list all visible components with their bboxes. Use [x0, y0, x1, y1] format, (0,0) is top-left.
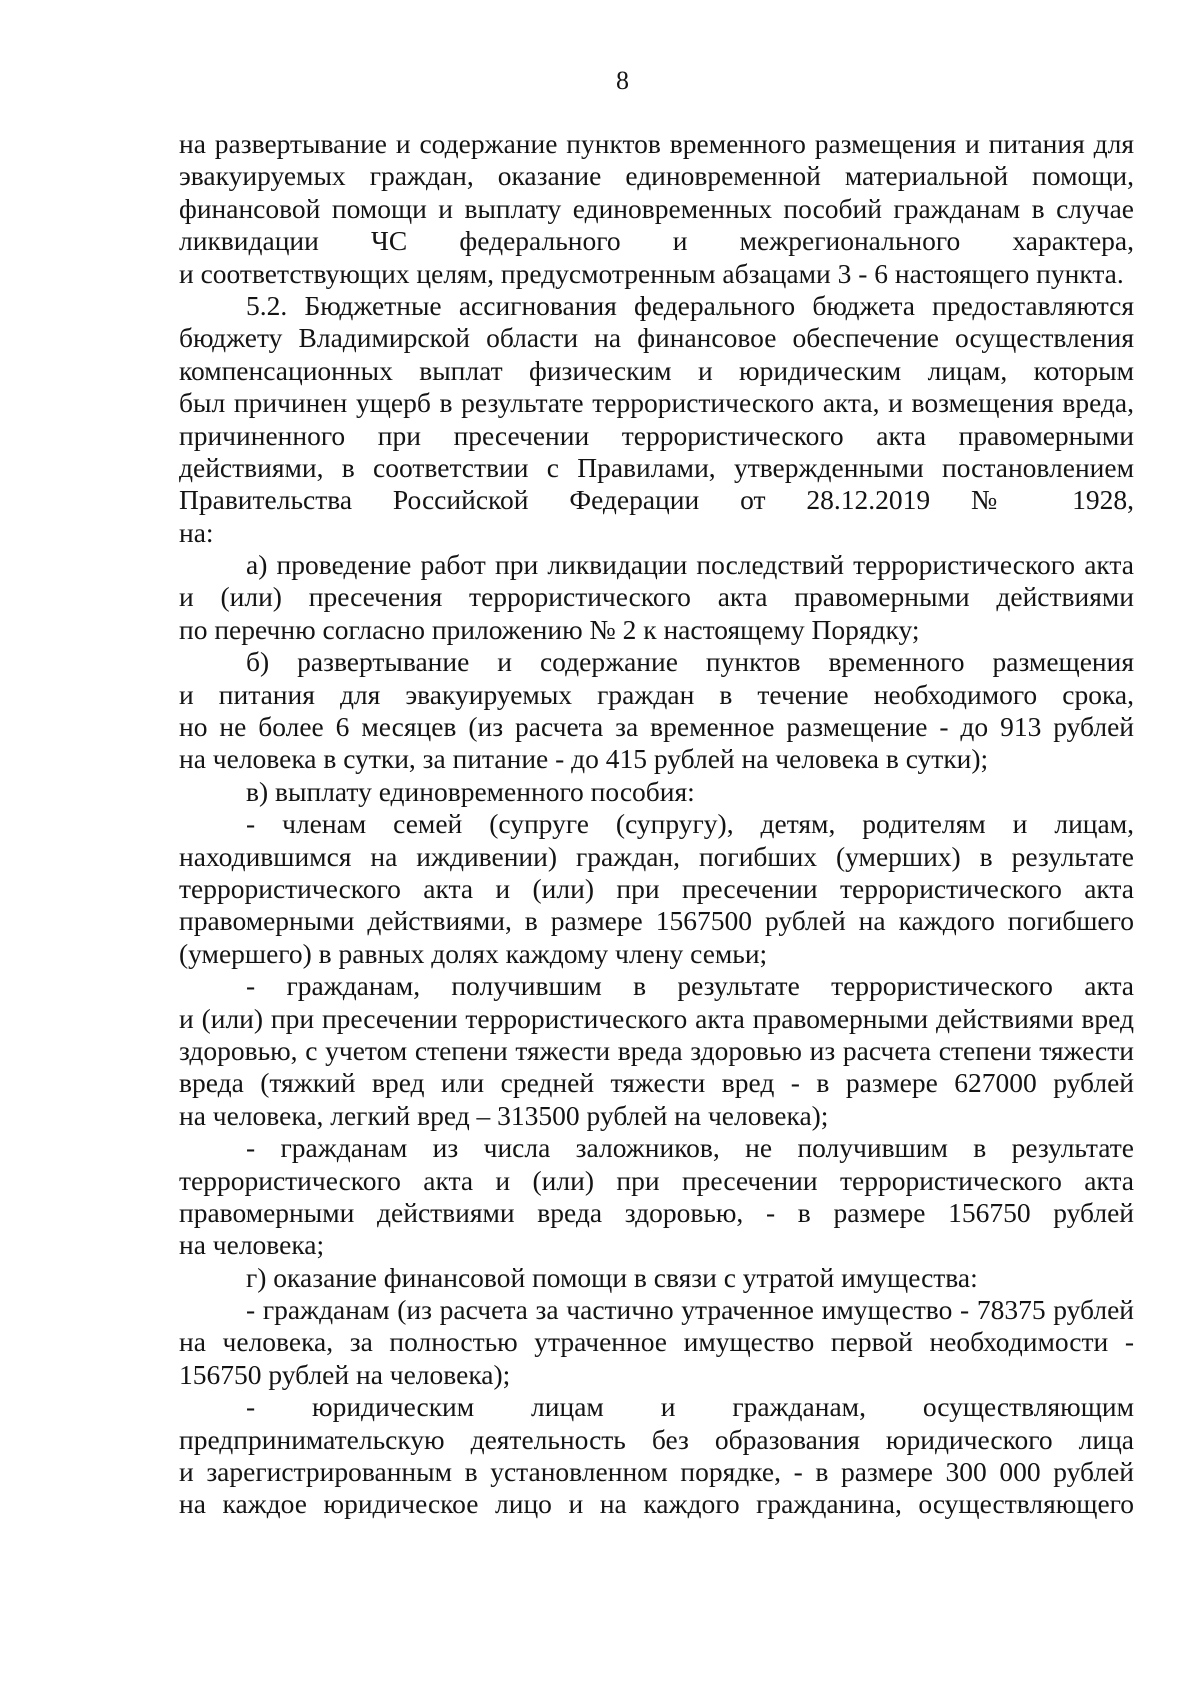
- text-line: вреда (тяжкий вред или средней тяжести вред - в размере 627000 рублей: [179, 1067, 1134, 1099]
- text-line: на развертывание и содержание пунктов временного размещения и питания для: [179, 128, 1134, 159]
- text-line: правомерными действиями вреда здоровью, - в размере 156750 рублей: [179, 1196, 1134, 1228]
- text-line: 156750 рублей на человека);: [179, 1358, 511, 1390]
- text-line: финансовой помощи и выплату единовременных пособий гражданам в случае: [179, 192, 1134, 224]
- text-line: бюджету Владимирской области на финансовое обеспечение осуществления: [179, 322, 1134, 354]
- text-line: на:: [179, 516, 214, 548]
- text-line: ликвидации ЧС федерального и межрегионального характера,: [179, 225, 1134, 257]
- document-body: [179, 128, 1134, 1521]
- text-line: террористического акта и (или) при пресечении террористического акта: [179, 872, 1134, 904]
- text-line: на каждое юридическое лицо и на каждого гражданина, осуществляющего: [179, 1488, 1134, 1520]
- text-line: в) выплату единовременного пособия:: [246, 775, 695, 807]
- page-number: 8: [616, 66, 629, 95]
- text-line: здоровью, с учетом степени тяжести вреда здоровью из расчета степени тяжести: [179, 1034, 1134, 1066]
- text-line: эвакуируемых граждан, оказание единовременной материальной помощи,: [179, 160, 1134, 192]
- text-line: но не более 6 месяцев (из расчета за временное размещение - до 913 рублей: [179, 711, 1134, 743]
- text-line: и соответствующих целям, предусмотренным абзацами 3 - 6 настоящего пункта.: [179, 257, 1124, 289]
- text-line: находившимся на иждивении) граждан, погибших (умерших) в результате: [179, 840, 1134, 872]
- text-line: и зарегистрированным в установленном порядке, - в размере 300 000 рублей: [179, 1456, 1134, 1488]
- text-line: г) оказание финансовой помощи в связи с утратой имущества:: [246, 1261, 978, 1293]
- text-line: а) проведение работ при ликвидации последствий террористического акта: [246, 549, 1134, 581]
- text-line: на человека, легкий вред – 313500 рублей на человека);: [179, 1099, 829, 1131]
- text-line: и (или) пресечения террористического акта правомерными действиями: [179, 581, 1134, 613]
- text-line: на человека;: [179, 1229, 325, 1261]
- text-line: б) развертывание и содержание пунктов временного размещения: [246, 646, 1134, 678]
- text-line: - гражданам (из расчета за частично утраченное имущество - 78375 рублей: [246, 1294, 1134, 1326]
- text-line: - членам семей (супруге (супругу), детям, родителям и лицам,: [246, 808, 1134, 840]
- text-line: действиями, в соответствии с Правилами, утвержденными постановлением: [179, 451, 1134, 483]
- text-line: (умершего) в равных долях каждому члену семьи;: [179, 937, 768, 969]
- text-line: - юридическим лицам и гражданам, осуществляющим: [246, 1391, 1134, 1423]
- text-line: террористического акта и (или) при пресечении террористического акта: [179, 1164, 1134, 1196]
- text-line: 5.2. Бюджетные ассигнования федерального бюджета предоставляются: [246, 289, 1134, 321]
- text-line: и (или) при пресечении террористического акта правомерными действиями вред: [179, 1002, 1134, 1034]
- text-line: по перечню согласно приложению № 2 к настоящему Порядку;: [179, 613, 920, 645]
- text-line: правомерными действиями, в размере 1567500 рублей на каждого погибшего: [179, 905, 1134, 937]
- text-line: компенсационных выплат физическим и юридическим лицам, которым: [179, 354, 1134, 386]
- text-line: и питания для эвакуируемых граждан в течение необходимого срока,: [179, 678, 1134, 710]
- text-line: на человека, за полностью утраченное имущество первой необходимости -: [179, 1326, 1134, 1358]
- text-line: - гражданам из числа заложников, не получившим в результате: [246, 1132, 1134, 1164]
- text-line: на человека в сутки, за питание - до 415 рублей на человека в сутки);: [179, 743, 989, 775]
- text-line: - гражданам, получившим в результате террористического акта: [246, 970, 1134, 1002]
- text-line: Правительства Российской Федерации от 28.12.2019 № 1928,: [179, 484, 1134, 516]
- text-line: причиненного при пресечении террористического акта правомерными: [179, 419, 1134, 451]
- text-line: предпринимательскую деятельность без образования юридического лица: [179, 1423, 1134, 1455]
- text-line: был причинен ущерб в результате террористического акта, и возмещения вреда,: [179, 387, 1134, 419]
